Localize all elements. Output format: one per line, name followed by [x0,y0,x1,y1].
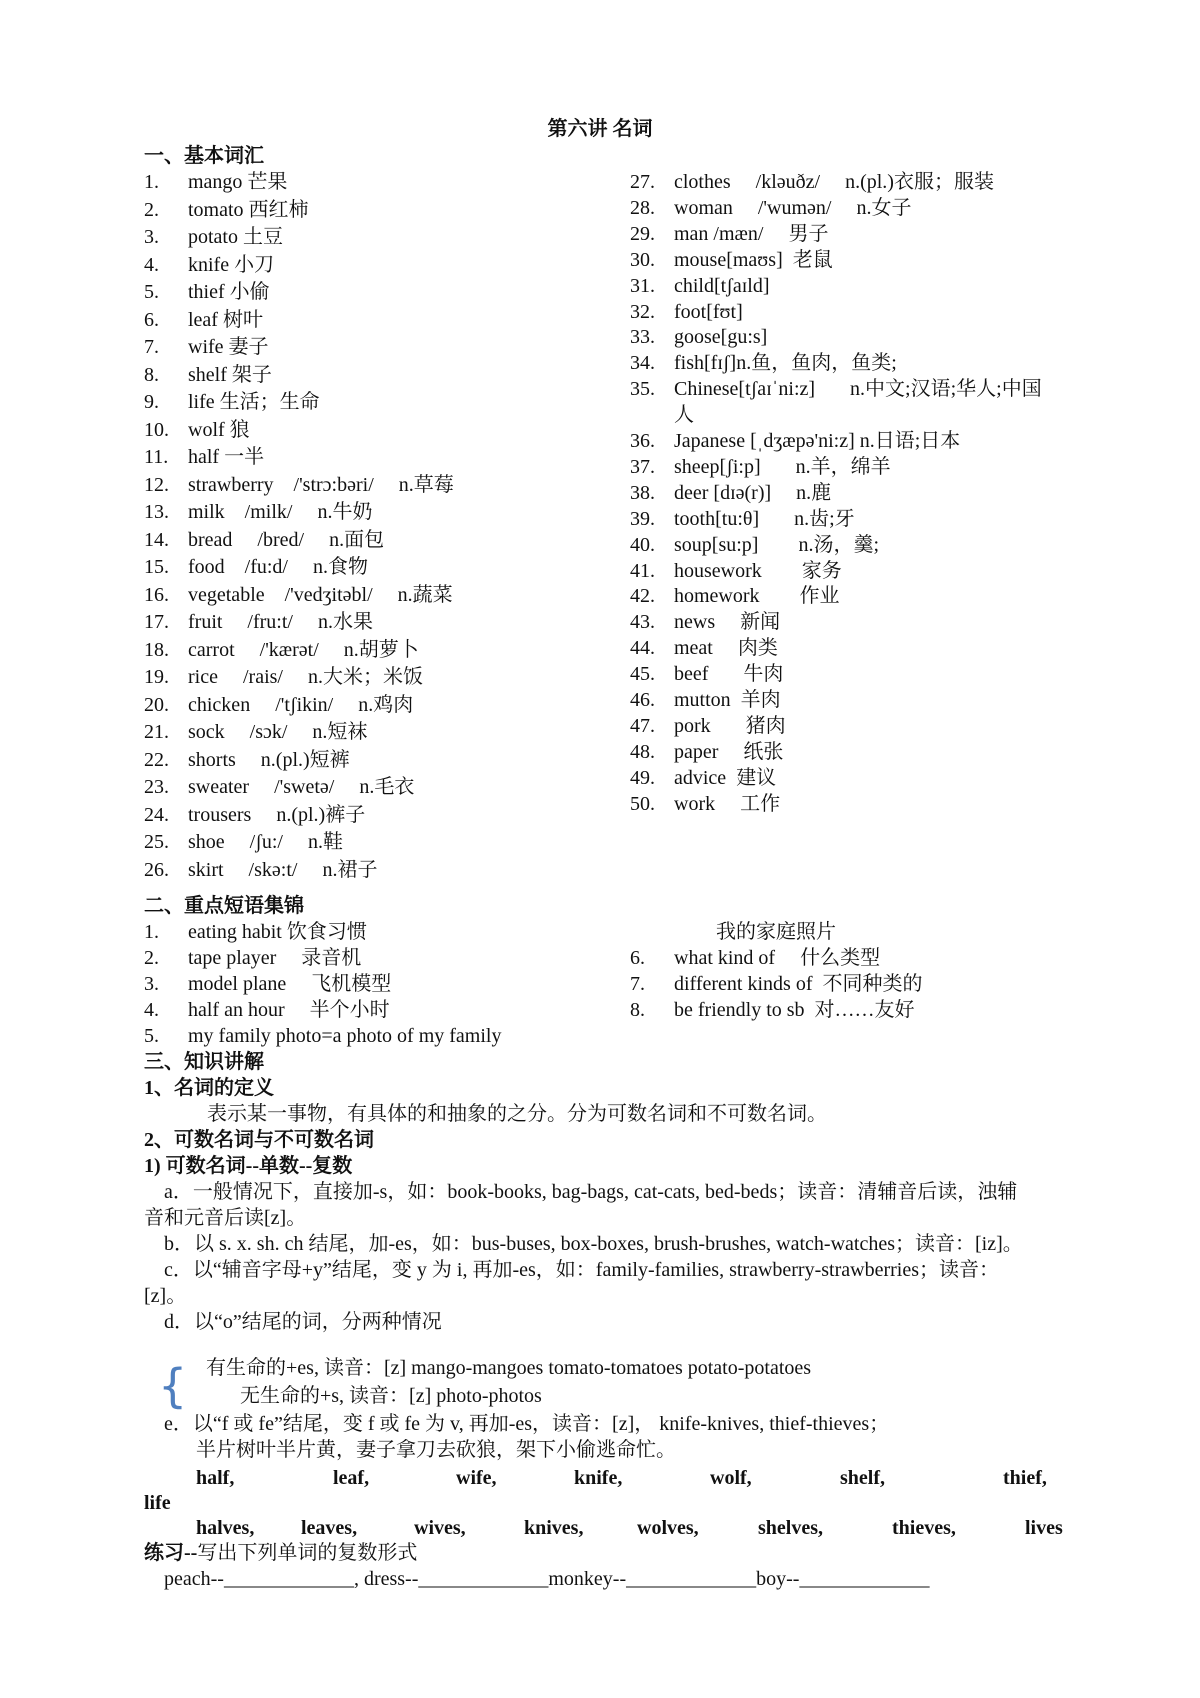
list-item [144,857,377,883]
item-text: pork 猪肉 [674,714,786,737]
item-text: sweater /'swetə/ n.毛衣 [188,776,415,798]
item-text: potato 土豆 [188,226,283,248]
exercise-heading [144,1540,417,1566]
item-number: 5. [144,1025,159,1047]
item-number: 32. [630,300,655,323]
list-item [144,582,453,608]
list-item [630,324,767,350]
item-text: model plane 飞机模型 [188,973,392,995]
list-item [630,765,776,791]
definition-text: 表示某一事物，有具体的和抽象的之分。分为可数名词和不可数名词。 [207,1103,827,1125]
rule-c-line2: [z]。 [144,1285,187,1307]
item-text: deer [dɪə(r)] n.鹿 [674,481,832,504]
item-text: life 生活；生命 [188,391,320,413]
list-item [144,334,269,360]
item-text: Japanese [ˌdʒæpə'ni:z] n.日语;日本 [674,430,961,452]
list-item [144,224,283,250]
item-number: 48. [630,740,655,763]
item-text: wife 妻子 [188,336,269,358]
list-item [630,609,780,635]
rule-d-animate: 有生命的+es, 读音：[z] mango-mangoes tomato-tomatoes potato-potatoes [206,1357,812,1379]
item-text: chicken /'tʃikin/ n.鸡肉 [188,693,414,716]
item-number: 18. [144,638,169,661]
rule-d-inanimate: 无生命的+s, 读音：[z] photo-photos [240,1385,542,1407]
item-number: 22. [144,748,169,771]
item-number: 41. [630,559,655,582]
list-item [144,417,250,443]
item-text: work 工作 [674,792,781,815]
item-number: 39. [630,507,655,530]
item-number: 49. [630,766,655,789]
singular-word: shelf, [840,1467,885,1489]
list-item [630,713,786,739]
item-number: 44. [630,637,655,660]
item-number: 8. [144,363,159,386]
item-text: homework 作业 [674,585,840,608]
item-text: soup[su:p] n.汤，羹; [674,533,879,556]
section-knowledge: 三、知识讲解 [144,1051,264,1073]
rule-a-line1: a．一般情况下，直接加-s，如：book-books, bag-bags, cat-cats, bed-beds；读音：清辅音后读，浊辅 [164,1181,1018,1203]
list-item [630,635,778,661]
item-number: 47. [630,714,655,737]
list-item [144,945,361,971]
list-item [144,1023,501,1049]
list-item [630,376,1042,402]
list-item [630,532,879,558]
phrase-5-continuation: 我的家庭照片 [716,921,836,943]
item-text: tomato 西红柿 [188,198,309,221]
list-item [630,273,770,299]
section-key-phrases: 二、重点短语集锦 [144,895,304,917]
item-text: sock /sɔk/ n.短袜 [188,721,368,743]
item-text: mango 芒果 [188,171,288,193]
list-item [630,791,780,817]
item-number: 15. [144,556,169,578]
section-basic-vocabulary: 一、基本词汇 [144,145,264,167]
list-item [630,997,915,1023]
item-text: Chinese[tʃaɪˈni:z] n.中文;汉语;华人;中国 [674,378,1042,401]
item-number: 45. [630,663,655,686]
exercise-instruction: 写出下列单词的复数形式 [197,1542,418,1564]
rule-e: e．以“f 或 fe”结尾，变 f 或 fe 为 v, 再加-es，读音：[z]， knife-knives, thief-thieves； [164,1413,890,1435]
item-text: advice 建议 [674,766,777,789]
item-number: 21. [144,721,169,743]
list-item [144,747,350,773]
plural-word: knives, [524,1517,584,1539]
item-number: 27. [630,171,655,193]
list-item [630,583,840,609]
item-text: half an hour 半个小时 [188,999,390,1021]
singular-word: half, [196,1467,235,1489]
item-text: shoe /ʃu:/ n.鞋 [188,831,343,853]
list-item [144,197,309,223]
list-item [630,454,891,480]
item-text: rice /rais/ n.大米；米饭 [188,666,423,688]
list-item [630,480,831,506]
plural-word: halves, [196,1517,255,1539]
list-item [630,402,694,428]
item-text: skirt /skə:t/ n.裙子 [188,858,378,881]
item-text: fish[fɪʃ]n.鱼，鱼肉，鱼类; [674,352,897,375]
list-item [144,444,264,470]
item-number: 7. [630,973,645,995]
list-item [144,169,287,195]
item-text: milk /milk/ n.牛奶 [188,501,373,523]
item-number: 37. [630,455,655,478]
list-item [630,971,923,997]
item-text: meat 肉类 [674,637,778,660]
list-item [144,499,372,525]
item-text: be friendly to sb 对……友好 [674,999,915,1021]
item-number: 16. [144,583,169,606]
item-text: paper 纸张 [674,740,784,763]
singular-word-wrap: life [144,1492,171,1514]
item-text: mouse[maʊs] 老鼠 [674,248,833,271]
list-item [630,247,833,273]
item-text: beef 牛肉 [674,663,784,686]
heading-countable-plural: 1) 可数名词--单数--复数 [144,1155,353,1177]
item-text: man /mæn/ 男子 [674,222,829,245]
list-item [630,661,783,687]
item-text: goose[gu:s] [674,326,768,349]
item-number: 9. [144,391,159,413]
list-item [630,687,781,713]
item-text: shelf 架子 [188,363,272,386]
item-number: 1. [144,921,159,943]
item-text: woman /'wumən/ n.女子 [674,196,912,219]
item-number: 5. [144,281,159,303]
item-number: 17. [144,611,169,633]
item-number: 11. [144,446,169,468]
item-text: 人 [674,404,694,427]
item-text: housework 家务 [674,559,842,582]
list-item [630,558,842,584]
item-text: tooth[tu:θ] n.齿;牙 [674,507,855,530]
list-item [144,609,373,635]
item-text: child[tʃaɪld] [674,274,770,297]
item-number: 38. [630,481,655,504]
item-number: 6. [144,308,159,331]
page-title: 第六讲 名词 [547,118,653,140]
list-item [144,919,367,945]
item-text: different kinds of 不同种类的 [674,973,923,995]
item-number: 31. [630,274,655,297]
list-item [144,774,414,800]
item-number: 3. [144,226,159,248]
item-number: 43. [630,611,655,634]
item-text: trousers n.(pl.)裤子 [188,803,366,826]
item-text: food /fu:d/ n.食物 [188,556,368,578]
item-text: what kind of 什么类型 [674,947,881,969]
item-number: 46. [630,689,655,711]
item-text: eating habit 饮食习惯 [188,921,367,943]
item-text: thief 小偷 [188,281,270,303]
item-text: leaf 树叶 [188,308,263,331]
heading-noun-definition: 1、名词的定义 [144,1077,274,1099]
item-number: 4. [144,999,159,1021]
item-text: half 一半 [188,446,265,468]
item-text: my family photo=a photo of my family [188,1025,502,1047]
item-number: 2. [144,198,159,221]
item-text: clothes /kləuðz/ n.(pl.)衣服；服装 [674,171,994,193]
item-number: 6. [630,947,645,969]
rule-a-line2: 音和元音后读[z]。 [144,1207,307,1229]
item-text: foot[fʊt] [674,300,743,323]
item-number: 50. [630,792,655,815]
item-number: 28. [630,196,655,219]
plural-word: wives, [414,1517,466,1539]
plural-word: wolves, [637,1517,699,1539]
item-number: 23. [144,776,169,798]
list-item [630,221,828,247]
list-item [144,997,390,1023]
item-number: 42. [630,585,655,608]
rhyme-text: 半片树叶半片黄，妻子拿刀去砍狼，架下小偷逃命忙。 [196,1439,676,1461]
list-item [144,802,365,828]
item-text: strawberry /'strɔ:bəri/ n.草莓 [188,473,454,496]
list-item [630,945,880,971]
singular-word: wife, [456,1467,497,1489]
item-number: 3. [144,973,159,995]
exercise-blanks: peach--_____________, dress--_____________monkey--_____________boy--_____________ [164,1568,930,1590]
list-item [144,829,343,855]
plural-word: shelves, [758,1517,823,1539]
plural-word: lives [1025,1517,1063,1539]
item-number: 19. [144,666,169,688]
list-item [144,692,413,718]
item-number: 29. [630,222,655,245]
item-number: 30. [630,248,655,271]
list-item [144,252,274,278]
exercise-label: 练习-- [144,1542,198,1564]
item-number: 24. [144,803,169,826]
singular-word: wolf, [710,1467,752,1489]
item-number: 2. [144,947,159,969]
singular-word: thief, [1003,1467,1047,1489]
plural-word: thieves, [892,1517,956,1539]
list-item [144,554,368,580]
item-number: 10. [144,418,169,441]
item-text: wolf 狼 [188,418,250,441]
item-text: mutton 羊肉 [674,689,781,711]
list-item [630,428,960,454]
list-item [144,664,423,690]
item-number: 14. [144,528,169,551]
list-item [630,169,994,195]
rule-c-line1: c．以“辅音字母+y”结尾，变 y 为 i, 再加-es，如：family-families, strawberry-strawberries；读音： [164,1259,999,1281]
list-item [144,472,454,498]
item-number: 20. [144,693,169,716]
item-text: knife 小刀 [188,253,275,276]
item-number: 36. [630,430,655,452]
rule-b: b．以 s. x. sh. ch 结尾，加-es，如：bus-buses, box-boxes, brush-brushes, watch-watches；读音：[iz]。 [164,1233,1023,1255]
item-text: vegetable /'vedʒitəbl/ n.蔬菜 [188,583,453,606]
brace-icon: { [158,1359,188,1413]
list-item [144,307,263,333]
item-text: news 新闻 [674,611,781,634]
list-item [144,279,270,305]
item-number: 26. [144,858,169,881]
item-number: 33. [630,326,655,349]
item-number: 8. [630,999,645,1021]
rule-d: d．以“o”结尾的词，分两种情况 [164,1311,442,1333]
item-number: 40. [630,533,655,556]
list-item [630,299,743,325]
list-item [630,739,783,765]
list-item [630,195,911,221]
list-item [144,362,272,388]
list-item [144,637,419,663]
list-item [630,506,855,532]
list-item [144,389,320,415]
item-number: 35. [630,378,655,401]
singular-word: leaf, [333,1467,370,1489]
item-text: carrot /'kærət/ n.胡萝卜 [188,638,419,661]
heading-countable-uncountable: 2、可数名词与不可数名词 [144,1129,374,1151]
item-number: 7. [144,336,159,358]
list-item [144,719,367,745]
item-number: 13. [144,501,169,523]
item-number: 1. [144,171,159,193]
item-text: fruit /fru:t/ n.水果 [188,611,373,633]
item-text: sheep[ʃi:p] n.羊，绵羊 [674,455,891,478]
singular-word: knife, [574,1467,623,1489]
item-number: 34. [630,352,655,375]
item-number: 4. [144,253,159,276]
item-text: tape player 录音机 [188,947,362,969]
item-text: bread /bred/ n.面包 [188,528,385,551]
item-number: 25. [144,831,169,853]
item-number: 12. [144,473,169,496]
item-text: shorts n.(pl.)短裤 [188,748,350,771]
list-item [630,350,897,376]
list-item [144,527,384,553]
plural-word: leaves, [301,1517,358,1539]
list-item [144,971,391,997]
